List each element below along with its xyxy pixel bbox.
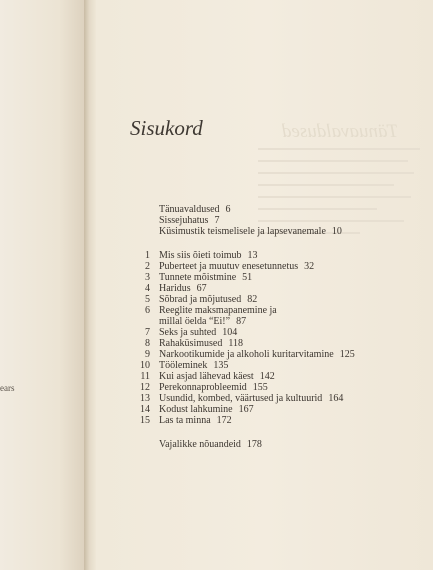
- chapter-entry: [126, 283, 355, 294]
- toc-entry: [126, 215, 355, 226]
- chapter-title: [159, 250, 258, 261]
- left-page: [0, 0, 84, 570]
- entry-page-number: 10: [331, 226, 342, 237]
- chapter-title-text: Puberteet ja muutuv enesetunnetus: [159, 261, 299, 272]
- chapter-title-text: Haridus: [159, 283, 191, 294]
- chapter-number: 4: [145, 283, 150, 294]
- chapter-title: [159, 283, 207, 294]
- chapter-entry: [126, 305, 355, 316]
- chapter-title: [159, 261, 314, 272]
- chapter-number: 6: [145, 305, 150, 316]
- table-of-contents: [126, 204, 355, 450]
- chapter-page-number: 104: [222, 327, 238, 338]
- chapter-title-text: Perekonnaprobleemid: [159, 382, 247, 393]
- chapter-entry: [126, 404, 355, 415]
- entry-number-spacer: [126, 204, 159, 215]
- chapter-page-number: 32: [304, 261, 315, 272]
- entry-title-text: Vajalikke nõuandeid: [159, 439, 241, 450]
- chapter-number: 8: [145, 338, 150, 349]
- chapter-number: 15: [140, 415, 150, 426]
- chapter-title-text: Narkootikumide ja alkoholi kuritarvitamine: [159, 349, 334, 360]
- entry-title-text: Sissejuhatus: [159, 215, 209, 226]
- chapter-number: 13: [140, 393, 150, 404]
- back-matter-list: [126, 439, 355, 450]
- chapter-number: 9: [145, 349, 150, 360]
- chapter-page-number: 167: [238, 404, 254, 415]
- chapter-title-text: Mis siis õieti toimub: [159, 250, 242, 261]
- chapter-title: [159, 294, 257, 305]
- chapter-number: 12: [140, 382, 150, 393]
- entry-number-spacer: [126, 226, 159, 237]
- entry-number-spacer: [126, 316, 159, 327]
- chapter-page-number: 164: [328, 393, 344, 404]
- entry-page-number: 7: [214, 215, 220, 226]
- chapter-title: [159, 272, 252, 283]
- chapter-title-text: millal öelda “Ei!”: [159, 316, 231, 327]
- entry-number-spacer: [126, 215, 159, 226]
- chapter-entry: [126, 393, 355, 404]
- chapter-entry: [126, 338, 355, 349]
- chapter-page-number: 87: [236, 316, 247, 327]
- chapter-entry: [126, 349, 355, 360]
- chapter-page-number: 82: [247, 294, 258, 305]
- chapter-title: [159, 349, 355, 360]
- entry-title-text: Küsimustik teismelisele ja lapsevanemale: [159, 226, 326, 237]
- entry-title: [159, 226, 342, 237]
- chapter-page-number: 51: [242, 272, 253, 283]
- chapter-title: [159, 371, 275, 382]
- chapter-page-number: 142: [259, 371, 275, 382]
- chapter-title-text: Kodust lahkumine: [159, 404, 233, 415]
- chapter-entry: [126, 272, 355, 283]
- chapter-number: 14: [140, 404, 150, 415]
- entry-number-spacer: [126, 439, 159, 450]
- chapter-entry: [126, 327, 355, 338]
- chapter-title-text: Usundid, kombed, väärtused ja kultuurid: [159, 393, 323, 404]
- entry-page-number: 178: [246, 439, 262, 450]
- entry-title: [159, 204, 231, 215]
- chapter-entry: [126, 250, 355, 261]
- chapter-page-number: 13: [247, 250, 258, 261]
- chapter-entry: [126, 360, 355, 371]
- chapter-number: 10: [140, 360, 150, 371]
- chapter-page-number: 172: [216, 415, 232, 426]
- entry-page-number: 6: [225, 204, 231, 215]
- toc-entry: [126, 204, 355, 215]
- chapter-title-text: Kui asjad lähevad käest: [159, 371, 254, 382]
- chapter-entry: [126, 261, 355, 272]
- chapter-entry: [126, 382, 355, 393]
- chapter-title: [159, 305, 277, 316]
- chapter-title-text: Seks ja suhted: [159, 327, 217, 338]
- chapter-entry: [126, 294, 355, 305]
- chapter-title-text: Rahaküsimused: [159, 338, 223, 349]
- chapter-entry-continuation: [126, 316, 355, 327]
- left-page-text-fragment: ears: [0, 383, 15, 393]
- chapter-number: 7: [145, 327, 150, 338]
- chapter-page-number: 155: [252, 382, 268, 393]
- show-through-title: Tänuavaldused: [282, 121, 399, 142]
- chapter-number: 2: [145, 261, 150, 272]
- chapter-title: [159, 382, 268, 393]
- chapter-title-text: Las ta minna: [159, 415, 211, 426]
- chapter-number: 3: [145, 272, 150, 283]
- front-matter-list: [126, 204, 355, 237]
- chapter-number: 1: [145, 250, 150, 261]
- chapter-title-text: Tunnete mõistmine: [159, 272, 237, 283]
- chapter-page-number: 67: [196, 283, 207, 294]
- chapter-entry: [126, 415, 355, 426]
- chapter-title: [159, 360, 228, 371]
- book-gutter: [84, 0, 96, 570]
- entry-title: [159, 215, 219, 226]
- section-gap: [126, 426, 355, 439]
- toc-entry: [126, 439, 355, 450]
- section-gap: [126, 237, 355, 250]
- chapter-title: [159, 404, 254, 415]
- chapter-title: [159, 316, 246, 327]
- page-title: Sisukord: [130, 116, 203, 140]
- entry-title-text: Tänuavaldused: [159, 204, 220, 215]
- chapter-number: 11: [140, 371, 150, 382]
- chapter-page-number: 125: [339, 349, 355, 360]
- chapter-page-number: 118: [228, 338, 243, 349]
- chapter-title: [159, 415, 232, 426]
- chapter-page-number: 135: [213, 360, 229, 371]
- chapter-title: [159, 327, 237, 338]
- toc-entry: [126, 226, 355, 237]
- chapter-title-text: Reeglite maksmapanemine ja: [159, 305, 277, 316]
- chapter-title-text: Sõbrad ja mõjutused: [159, 294, 242, 305]
- chapter-entry: [126, 371, 355, 382]
- chapter-list: [126, 250, 355, 426]
- chapter-title: [159, 338, 243, 349]
- entry-title: [159, 439, 262, 450]
- chapter-title: [159, 393, 343, 404]
- chapter-number: 5: [145, 294, 150, 305]
- chapter-title-text: Tööleminek: [159, 360, 208, 371]
